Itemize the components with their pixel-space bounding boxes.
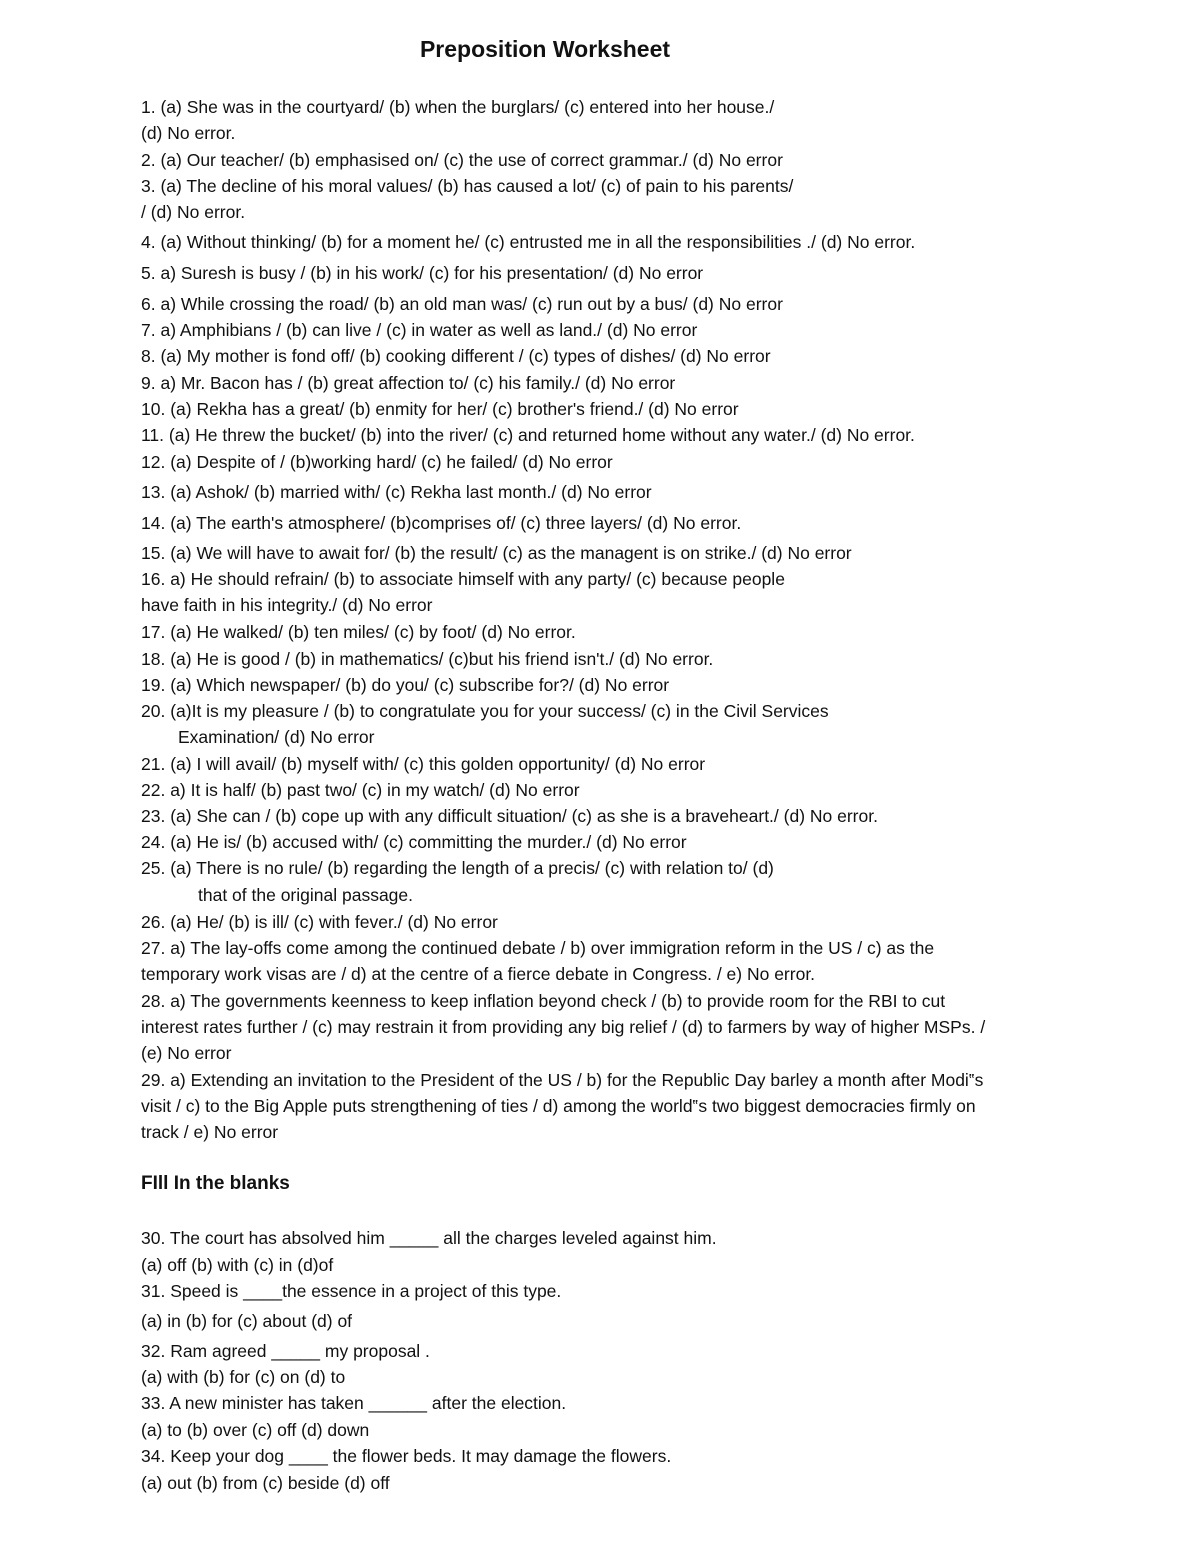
question-line: 34. Keep your dog ____ the flower beds. It may damage the flowers. — [141, 1446, 672, 1466]
question-line: (e) No error — [141, 1043, 232, 1063]
question-line: 18. (a) He is good / (b) in mathematics/ (c)but his friend isn't./ (d) No error. — [141, 649, 714, 669]
question-line: track / e) No error — [141, 1122, 279, 1142]
question-line: 23. (a) She can / (b) cope up with any difficult situation/ (c) as she is a braveheart./ (d) No error. — [141, 806, 878, 826]
question-line: (a) out (b) from (c) beside (d) off — [141, 1473, 390, 1493]
question-line: have faith in his integrity./ (d) No error — [141, 595, 433, 615]
section-heading: FIll In the blanks — [141, 1173, 290, 1194]
question-line: 2. (a) Our teacher/ (b) emphasised on/ (c) the use of correct grammar./ (d) No error — [141, 150, 783, 170]
question-line: that of the original passage. — [198, 885, 414, 905]
question-line: 9. a) Mr. Bacon has / (b) great affection to/ (c) his family./ (d) No error — [141, 373, 676, 393]
question-line: (d) No error. — [141, 123, 236, 143]
question-line: 4. (a) Without thinking/ (b) for a moment he/ (c) entrusted me in all the responsibilities ./ (d) No error. — [141, 232, 916, 252]
question-line: 26. (a) He/ (b) is ill/ (c) with fever./ (d) No error — [141, 912, 498, 932]
question-line: 10. (a) Rekha has a great/ (b) enmity for her/ (c) brother's friend./ (d) No error — [141, 399, 739, 419]
question-line: 12. (a) Despite of / (b)working hard/ (c) he failed/ (d) No error — [141, 452, 613, 472]
question-line: temporary work visas are / d) at the centre of a fierce debate in Congress. / e) No error. — [141, 964, 816, 984]
question-line: 32. Ram agreed _____ my proposal . — [141, 1341, 430, 1361]
question-line: 8. (a) My mother is fond off/ (b) cooking different / (c) types of dishes/ (d) No error — [141, 346, 771, 366]
question-line: 15. (a) We will have to await for/ (b) the result/ (c) as the managent is on strike./ (d) No error — [141, 543, 852, 563]
question-line: 6. a) While crossing the road/ (b) an old man was/ (c) run out by a bus/ (d) No error — [141, 294, 783, 314]
page-title: Preposition Worksheet — [419, 36, 671, 62]
question-line: 22. a) It is half/ (b) past two/ (c) in my watch/ (d) No error — [141, 780, 580, 800]
question-line: (a) with (b) for (c) on (d) to — [141, 1367, 346, 1387]
question-line: 1. (a) She was in the courtyard/ (b) when the burglars/ (c) entered into her house./ — [141, 97, 775, 117]
question-line: 19. (a) Which newspaper/ (b) do you/ (c) subscribe for?/ (d) No error — [141, 675, 670, 695]
question-line: 5. a) Suresh is busy / (b) in his work/ (c) for his presentation/ (d) No error — [141, 263, 704, 283]
question-line: 11. (a) He threw the bucket/ (b) into the river/ (c) and returned home without any water./ (d) No error. — [141, 425, 915, 445]
question-line: 31. Speed is ____the essence in a project of this type. — [141, 1281, 562, 1301]
question-line: Examination/ (d) No error — [178, 727, 375, 747]
question-line: 30. The court has absolved him _____ all the charges leveled against him. — [141, 1228, 717, 1248]
question-line: 13. (a) Ashok/ (b) married with/ (c) Rekha last month./ (d) No error — [141, 482, 652, 502]
question-line: 29. a) Extending an invitation to the President of the US / b) for the Republic Day barley a month after Modi‟s — [141, 1070, 984, 1090]
question-line: 21. (a) I will avail/ (b) myself with/ (c) this golden opportunity/ (d) No error — [141, 754, 706, 774]
question-line: / (d) No error. — [141, 202, 246, 222]
question-line: 28. a) The governments keenness to keep inflation beyond check / (b) to provide room for the RBI to cut — [141, 991, 946, 1011]
question-line: 7. a) Amphibians / (b) can live / (c) in water as well as land./ (d) No error — [141, 320, 698, 340]
question-line: 17. (a) He walked/ (b) ten miles/ (c) by foot/ (d) No error. — [141, 622, 576, 642]
question-line: (a) to (b) over (c) off (d) down — [141, 1420, 370, 1440]
question-line: 3. (a) The decline of his moral values/ (b) has caused a lot/ (c) of pain to his parents/ — [141, 176, 794, 196]
question-line: 20. (a)It is my pleasure / (b) to congratulate you for your success/ (c) in the Civil Services — [141, 701, 829, 721]
question-line: 16. a) He should refrain/ (b) to associate himself with any party/ (c) because people — [141, 569, 785, 589]
question-line: 14. (a) The earth's atmosphere/ (b)comprises of/ (c) three layers/ (d) No error. — [141, 513, 742, 533]
question-line: (a) in (b) for (c) about (d) of — [141, 1311, 353, 1331]
question-line: 33. A new minister has taken ______ after the election. — [141, 1393, 567, 1413]
question-line: visit / c) to the Big Apple puts strengthening of ties / d) among the world‟s two biggest democracies firmly on — [141, 1096, 976, 1116]
question-line: interest rates further / (c) may restrain it from providing any big relief / (d) to farmers by way of higher MSPs. / — [141, 1017, 986, 1037]
question-line: 27. a) The lay-offs come among the continued debate / b) over immigration reform in the US / c) as the — [141, 938, 935, 958]
question-line: (a) off (b) with (c) in (d)of — [141, 1255, 334, 1275]
question-line: 25. (a) There is no rule/ (b) regarding the length of a precis/ (c) with relation to/ (d) — [141, 858, 774, 878]
question-line: 24. (a) He is/ (b) accused with/ (c) committing the murder./ (d) No error — [141, 832, 687, 852]
